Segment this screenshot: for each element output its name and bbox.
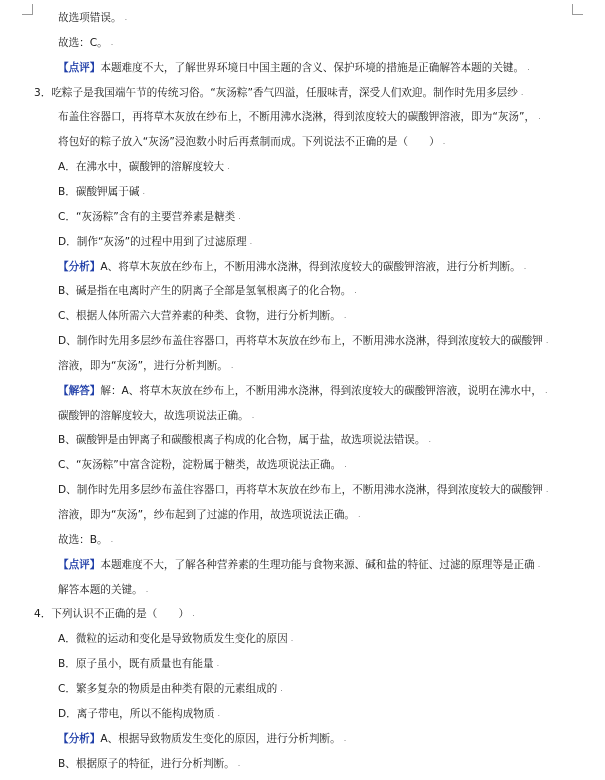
line-text: 故选：B。 [58,533,108,546]
paragraph-mark: . [249,236,253,246]
paragraph-mark: . [110,534,114,544]
paragraph-mark: . [145,584,149,594]
text-line [58,156,595,178]
line-text: D、制作时先用多层纱布盖住容器口，再将草木灰放在纱布上，不断用沸水浇淋，得到浓度较大的碳酸钾 [58,335,543,348]
line-text: C．“灰汤粽”含有的主要营养素是糖类 [58,210,236,223]
line-text: C、根据人体所需六大营养素的种类、食物，进行分析判断。 [58,310,341,323]
paragraph-mark: . [290,634,294,644]
line-text: B、根据原子的特征，进行分析判断。 [58,757,235,770]
margin-corner-mark-left [22,4,33,15]
line-text: 溶液，即为“灰汤”，进行分析判断。 [58,359,228,372]
text-line [58,57,595,79]
paragraph-mark: . [544,385,548,395]
line-text: 布盖住容器口，再将草木灰放在纱布上，不断用沸水浇淋，得到浓度较大的碳酸钾溶液，即为“灰汤”， [58,111,536,124]
line-text: 解答本题的关键。 [58,583,143,596]
line-text: B．碳酸钾属于碱 [58,185,140,198]
text-line [58,678,595,700]
text-line [58,206,595,228]
text-line [58,753,595,775]
paragraph-mark: . [358,510,361,519]
text-line [58,305,595,327]
paragraph-mark: . [227,162,230,172]
text-line [58,628,595,650]
paragraph-mark: . [238,211,241,221]
line-text: D．离子带电，所以不能构成物质 [58,707,215,720]
text-line [58,405,595,427]
paragraph-mark: . [251,410,255,420]
line-text: 碳酸钾的溶解度较大，故选项说法正确。 [58,409,249,422]
line-text: 将包好的粽子放入“灰汤”浸泡数小时后再煮制而成。下列说法不正确的是（ ） [58,136,440,149]
text-line [58,231,595,253]
section-tag: 【点评】 [58,558,101,571]
paragraph-mark: . [192,609,195,619]
text-line [58,256,595,278]
line-text: 溶液，即为“灰汤”，纱布起到了过滤的作用，故选项说法正确。 [58,509,356,521]
paragraph-mark: . [344,460,347,470]
text-line [58,32,595,54]
line-text: 故选：C。 [58,36,108,49]
text-line [58,529,595,551]
line-text: 本题难度不大，了解世界环境日中国主题的含义、保护环境的措施是正确解答本题的关键。 [100,61,525,74]
paragraph-mark: . [216,659,220,669]
line-text: D、制作时先用多层纱布盖住容器口，再将草木灰放在纱布上，不断用沸水浇淋，得到浓度较大的碳酸钾 [58,484,543,497]
paragraph-mark: . [354,286,357,296]
section-tag: 【点评】 [58,61,101,74]
text-line [58,429,595,451]
line-text: 故选项错误。 [58,12,122,24]
line-text: 本题难度不大，了解各种营养素的生理功能与食物来源、碱和盐的特征、过滤的原理等是正确 [100,558,535,571]
line-text: C．繁多复杂的物质是由种类有限的元素组成的 [58,682,278,695]
text-line [58,579,595,601]
text-line [58,703,595,725]
line-text: B．原子虽小，既有质量也有能量 [58,658,214,671]
text-line [58,454,595,476]
paragraph-mark: . [110,37,114,47]
paragraph-mark: . [428,435,431,445]
line-text: 吃粽子是我国端午节的传统习俗。“灰汤粽”香气四溢，任服味青，深受人们欢迎。制作时先用多层纱 [51,86,518,99]
text-line [58,653,595,675]
section-tag: 【分析】 [58,732,101,745]
line-text: A．微粒的运动和变化是导致物质发生变化的原因 [58,633,288,646]
paragraph-mark: . [520,87,524,97]
paragraph-mark: . [217,708,221,718]
text-line [58,728,595,750]
line-text: A、将草木灰放在纱布上，不断用沸水浇淋，得到浓度较大的碳酸钾溶液，进行分析判断。 [100,260,521,273]
line-text: B、碳酸钾是由钾离子和碳酸根离子构成的化合物，属于盐，故选项说法错误。 [58,434,426,447]
text-line [34,82,595,104]
line-text: C、“灰汤粽”中富含淀粉，淀粉属于糖类，故选项说法正确。 [58,459,342,472]
text-line [58,479,595,501]
paragraph-mark: . [280,683,283,693]
paragraph-mark: . [124,13,128,22]
paragraph-mark: . [237,758,241,768]
line-text: A．在沸水中，碳酸钾的溶解度较大 [58,161,225,174]
paragraph-mark: . [142,186,145,196]
text-line [58,380,595,402]
paragraph-mark: . [343,311,347,321]
text-line [58,280,595,302]
paragraph-mark: . [545,485,549,495]
text-line [58,181,595,203]
question-number: 4． [34,608,52,621]
question-number: 3． [34,86,52,99]
text-line [58,106,595,128]
text-line [34,603,595,625]
text-line [58,355,595,377]
paragraph-mark: . [545,336,549,346]
text-line [58,554,595,576]
paragraph-mark: . [343,733,347,743]
section-tag: 【分析】 [58,260,101,273]
text-line [58,330,595,352]
paragraph-mark: . [537,559,541,569]
paragraph-mark: . [230,360,234,370]
line-text: A、根据导致物质发生变化的原因，进行分析判断。 [100,732,341,745]
line-text: 解：A、将草木灰放在纱布上，不断用沸水浇淋，得到浓度较大的碳酸钾溶液，说明在沸水中， [100,384,542,397]
text-line [58,504,595,526]
paragraph-mark: . [442,137,446,147]
line-text: 下列认识不正确的是（ ） [51,608,190,621]
paragraph-mark: . [523,261,527,271]
text-line [58,7,595,29]
paragraph-mark: . [538,112,541,122]
text-line [58,131,595,153]
line-text: D．制作“灰汤”的过程中用到了过滤原理 [58,235,247,248]
line-text: B、碱是指在电离时产生的阴离子全部是氢氧根离子的化合物。 [58,285,352,298]
section-tag: 【解答】 [58,384,101,397]
paragraph-mark: . [527,62,530,72]
